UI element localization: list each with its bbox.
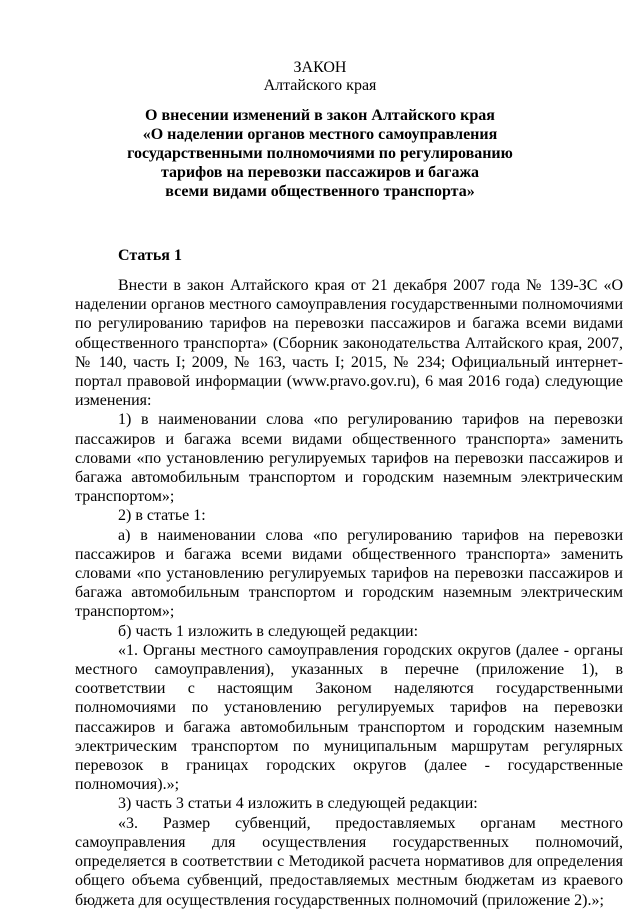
region-heading: Алтайского края: [263, 77, 377, 94]
paragraph: 3) часть 3 статьи 4 изложить в следующей редакции:: [118, 795, 478, 813]
paragraph: 1) в наименовании слова «по регулированию тарифов на перевозки пассажиров и багажа всеми видами общественного транспорта» заменить словами «по установлению регулируемых тарифов на перевозки пассажиров и багажа автомобильным транспортом и городским наземным электрическим транспортом»;: [75, 411, 623, 506]
title-line: тарифов на перевозки пассажиров и багажа: [160, 164, 480, 181]
law-heading: ЗАКОН: [293, 59, 347, 76]
title-line: государственными полномочиями по регулированию: [127, 145, 513, 162]
paragraph: «3. Размер субвенций, предоставляемых органам местного самоуправления для осуществления государственных полномочий, определяется в соответствии с Методикой расчета нормативов для определения общего объема субвенций, предоставляемых местным бюджетам из краевого бюджета для осуществления государственных полномочий (приложение 2).»;: [75, 814, 623, 909]
title-line: «О наделении органов местного самоуправления: [142, 126, 498, 143]
paragraph: а) в наименовании слова «по регулированию тарифов на перевозки пассажиров и багажа всеми видами общественного транспорта» заменить словами «по установлению регулируемых тарифов на перевозки пассажиров и багажа автомобильным транспортом и городским наземным электрическим транспортом»;: [75, 526, 623, 621]
title-line: всеми видами общественного транспорта»: [165, 183, 475, 200]
paragraph: б) часть 1 изложить в следующей редакции:: [118, 622, 419, 640]
article-heading: Статья 1: [118, 247, 182, 264]
law-title: [0, 106, 640, 201]
title-line: О внесении изменений в закон Алтайского края: [145, 107, 495, 124]
paragraph: «1. Органы местного самоуправления городских округов (далее - органы местного самоуправления), указанных в перечне (приложение 1), в соответствии с настоящим Законом наделяются государственными полномочиями по установлению регулируемых тарифов на перевозки пассажиров и багажа автомобильным транспортом и городским наземным электрическим транспортом по муниципальным маршрутам регулярных перевозок в границах городских округов (далее - государственные полномочия).»;: [75, 641, 623, 794]
document-body: [75, 276, 623, 910]
paragraph: Внести в закон Алтайского края от 21 декабря 2007 года № 139-ЗС «О наделении органов местного самоуправления государственными полномочиями по регулированию тарифов на перевозки пассажиров и багажа всеми видами общественного транспорта» (Сборник законодательства Алтайского края, 2007, № 140, часть I; 2009, № 163, часть I; 2015, № 234; Официальный интернет-портал правовой информации (www.pravo.gov.ru), 6 мая 2016 года) следующие изменения:: [75, 277, 623, 410]
paragraph: 2) в статье 1:: [118, 507, 206, 525]
